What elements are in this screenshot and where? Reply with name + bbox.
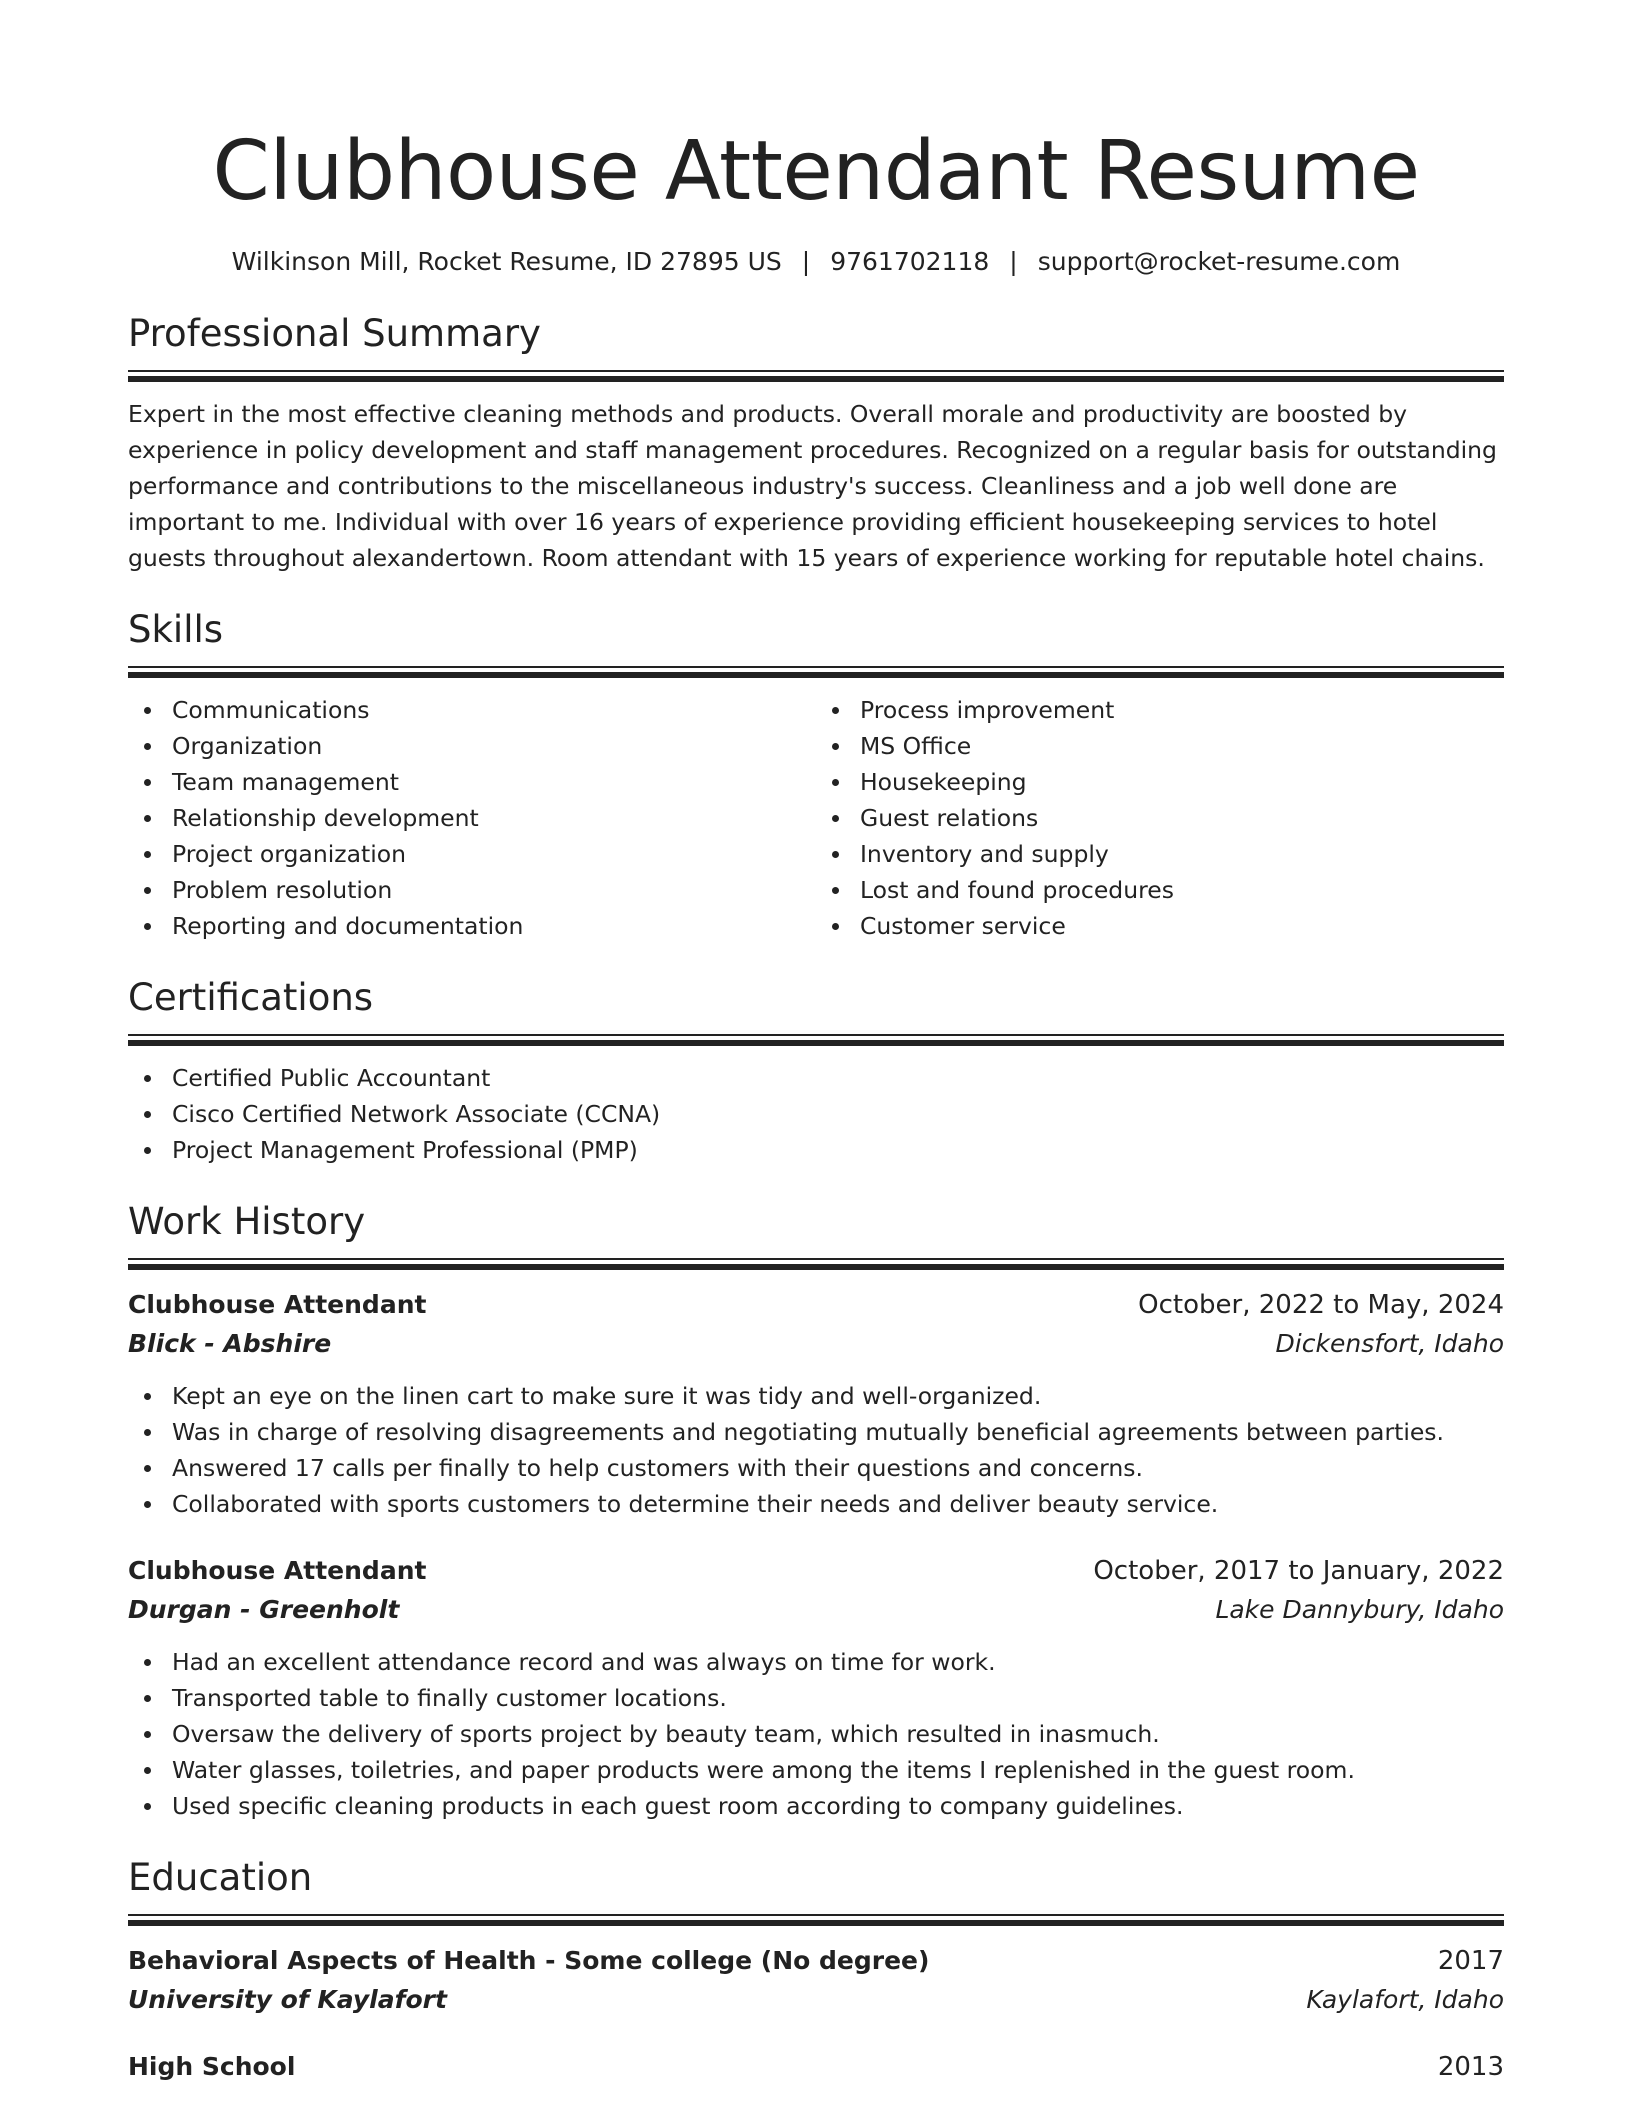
certification-item: Project Management Professional (PMP) [172,1132,1504,1168]
education-header-row [128,1942,1504,1980]
job-bullets [128,1378,1504,1522]
certifications-section [128,974,1504,1168]
skill-item: MS Office [860,728,1504,764]
job-title: Clubhouse Attendant [128,1556,427,1585]
skill-item: Process improvement [860,692,1504,728]
job-company-row [128,1324,1504,1364]
skill-item: Team management [172,764,816,800]
education-section [128,1854,1504,2086]
contact-separator: | [1009,247,1018,276]
job-dates: October, 2022 to May, 2024 [1138,1290,1504,1320]
job-company-row [128,1590,1504,1630]
section-heading-work-history: Work History [128,1200,366,1243]
summary-section [128,310,1504,576]
education-year: 2013 [1437,2052,1504,2082]
education-location: Kaylafort, Idaho [1306,1985,1504,2014]
skill-item: Guest relations [860,800,1504,836]
section-heading-skills: Skills [128,608,224,651]
skill-item: Communications [172,692,816,728]
certification-item: Certified Public Accountant [172,1060,1504,1096]
section-rule [128,1034,1504,1046]
skill-item: Customer service [860,908,1504,944]
job-title: Clubhouse Attendant [128,1290,427,1319]
job-bullet: Had an excellent attendance record and was always on time for work. [172,1644,1504,1680]
skill-item: Project organization [172,836,816,872]
education-school: University of Kaylafort [128,1985,447,2014]
contact-line [128,246,1504,278]
education-entry [128,1942,1504,2020]
job-bullet: Kept an eye on the linen cart to make sure it was tidy and well-organized. [172,1378,1504,1414]
job-bullet: Collaborated with sports customers to determine their needs and deliver beauty service. [172,1486,1504,1522]
education-header-row [128,2048,1504,2086]
contact-email: support@rocket-resume.com [1037,247,1401,276]
contact-address: Wilkinson Mill, Rocket Resume, ID 27895 US [231,247,782,276]
section-heading-certifications: Certifications [128,976,374,1019]
skill-item: Reporting and documentation [172,908,816,944]
job-company: Durgan - Greenholt [128,1595,400,1624]
skill-item: Inventory and supply [860,836,1504,872]
skills-list-left [128,692,816,944]
job-dates: October, 2017 to January, 2022 [1093,1556,1504,1586]
section-rule [128,1258,1504,1270]
job-bullet: Answered 17 calls per finally to help customers with their questions and concerns. [172,1450,1504,1486]
section-rule [128,666,1504,678]
job-location: Lake Dannybury, Idaho [1215,1595,1504,1624]
education-degree: High School [128,2052,296,2081]
job-header-row [128,1552,1504,1590]
contact-phone: 9761702118 [830,247,990,276]
skills-list-right [816,692,1504,944]
work-history-section [128,1198,1504,1824]
skill-item: Housekeeping [860,764,1504,800]
job-company: Blick - Abshire [128,1329,332,1358]
job-header-row [128,1286,1504,1324]
section-heading-education: Education [128,1856,313,1899]
resume-title: Clubhouse Attendant Resume [212,124,1420,219]
skill-item: Organization [172,728,816,764]
job-bullet: Transported table to finally customer locations. [172,1680,1504,1716]
job-bullet: Water glasses, toiletries, and paper products were among the items I replenished in the guest room. [172,1752,1504,1788]
certifications-list [128,1060,1504,1168]
section-rule [128,370,1504,382]
section-rule [128,1914,1504,1926]
job-bullet: Used specific cleaning products in each guest room according to company guidelines. [172,1788,1504,1824]
job-bullets [128,1644,1504,1824]
job-bullet: Was in charge of resolving disagreements and negotiating mutually beneficial agreements between parties. [172,1414,1504,1450]
education-school-row [128,1980,1504,2020]
skills-grid [128,692,1504,944]
skills-section [128,606,1504,944]
skill-item: Problem resolution [172,872,816,908]
education-year: 2017 [1437,1946,1504,1976]
skill-item: Lost and found procedures [860,872,1504,908]
summary-text: Expert in the most effective cleaning methods and products. Overall morale and productivity are boosted by experience in policy development and staff management procedures. Recognized on a regular basis for outstanding performance and contributions to the miscellaneous industry's success. Cleanliness and a job well done are important to me. Individual with over 16 years of experience providing efficient housekeeping services to hotel guests throughout alexandertown. Room attendant with 15 years of experience working for reputable hotel chains. [128,400,1497,572]
job-bullet: Oversaw the delivery of sports project by beauty team, which resulted in inasmuch. [172,1716,1504,1752]
job-entry [128,1552,1504,1824]
section-heading-summary: Professional Summary [128,312,541,355]
certification-item: Cisco Certified Network Associate (CCNA) [172,1096,1504,1132]
education-degree: Behavioral Aspects of Health - Some college (No degree) [128,1946,930,1975]
job-entry [128,1286,1504,1522]
job-location: Dickensfort, Idaho [1275,1329,1504,1358]
education-entry [128,2048,1504,2086]
contact-separator: | [801,247,811,276]
skill-item: Relationship development [172,800,816,836]
